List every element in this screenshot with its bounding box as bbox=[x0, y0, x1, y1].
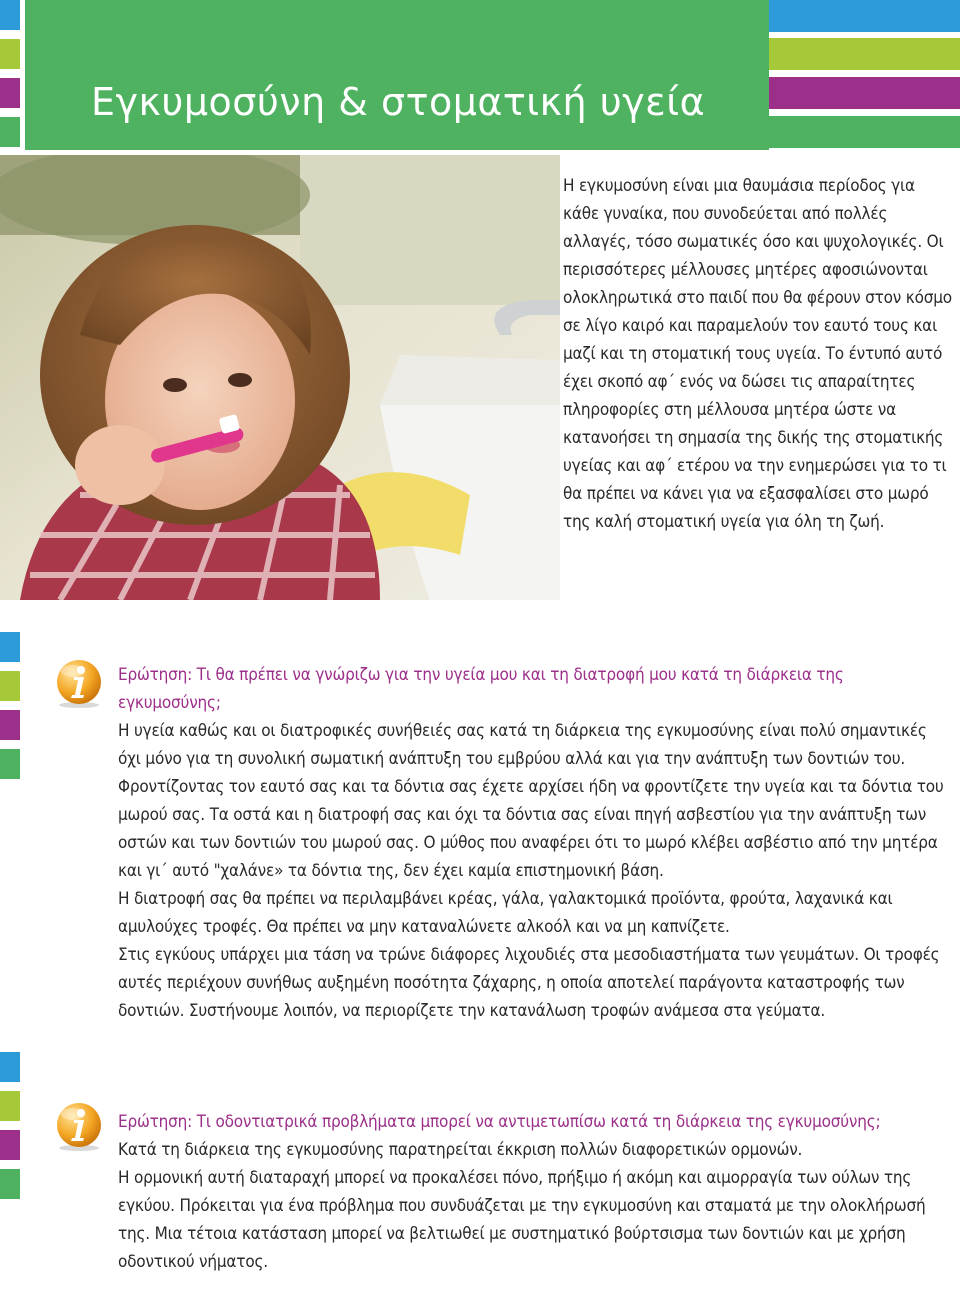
answer-paragraph: Η υγεία καθώς και οι διατροφικές συνήθειές σας κατά τη διάρκεια της εγκυμοσύνης είναι πολύ σημαντικές όχι μόνο για τη συνολική σωματική ανάπτυξη του εμβρύου αλλά και για την ανάπτυξη των δοντιών του. Φροντίζοντας τον εαυτό σας και τα δόντια σας έχετε αρχίσει ήδη να φροντίζετε την υγεία και τα δόντια του μωρού σας. Τα οστά και η διατροφή σας και όχι τα δόντια σας είναι πηγή ασβεστίου για την ανάπτυξη των οστών και των δοντιών του μωρού σας. Ο μύθος που αναφέρει ότι το μωρό κλέβει ασβέστιο από την μητέρα και γι΄ αυτό "χαλάνε» τα δόντια της, δεν έχει καμία επιστημονική βάση. bbox=[118, 721, 944, 881]
info-icon bbox=[53, 1100, 105, 1152]
stripe bbox=[768, 38, 960, 70]
answer-paragraph: Η ορμονική αυτή διαταραχή μπορεί να προκαλέσει πόνο, πρήξιμο ή ακόμη και αιμορραγία των ούλων της εγκύου. Πρόκειται για ένα πρόβλημα που συνδυάζεται με την εγκυμοσύνη και σταματά με την ολοκλήρωσή της. Μια τέτοια κατάσταση μπορεί να βελτιωθεί με συστηματικό βούρτσισμα των δοντιών και με χρήση οδοντικού νήματος. bbox=[118, 1168, 926, 1272]
stripe bbox=[0, 39, 20, 69]
answer-paragraph: Η διατροφή σας θα πρέπει να περιλαμβάνει κρέας, γάλα, γαλακτομικά προϊόντα, φρούτα, λαχανικά και αμυλούχες τροφές. Θα πρέπει να μην καταναλώνετε αλκοόλ και να μη καπνίζετε. bbox=[118, 889, 893, 937]
stripe bbox=[0, 749, 20, 779]
stripe bbox=[768, 116, 960, 148]
stripe bbox=[0, 1169, 20, 1199]
answer-paragraph: Στις εγκύους υπάρχει μια τάση να τρώνε διάφορες λιχουδιές στα μεσοδιαστήματα των γευμάτων. Οι τροφές αυτές περιέχουν συνήθως αυξημένη ποσότητα ζάχαρης, η οποία αποτελεί παράγοντα καταστροφής των δοντιών. Συστήνουμε λοιπόν, να περιορίζετε την κατανάλωση τροφών ανάμεσα στα γεύματα. bbox=[118, 945, 940, 1021]
info-icon bbox=[53, 657, 105, 709]
stripe bbox=[768, 77, 960, 109]
page-title: Εγκυμοσύνη & στοματική υγεία bbox=[91, 80, 706, 124]
title-banner bbox=[25, 0, 769, 150]
stripe bbox=[0, 1130, 20, 1160]
question-text: Ερώτηση: Τι οδοντιατρικά προβλήματα μπορεί να αντιμετωπίσω κατά τη διάρκεια της εγκυμοσύνης; bbox=[118, 1112, 881, 1132]
answer-paragraph: Κατά τη διάρκεια της εγκυμοσύνης παρατηρείται έκκριση πολλών διαφορετικών ορμονών. bbox=[118, 1140, 803, 1160]
question-text: Ερώτηση: Τι θα πρέπει να γνώριζω για την υγεία μου και τη διατροφή μου κατά τη διάρκεια της εγκυμοσύνης; bbox=[118, 665, 844, 713]
stripe bbox=[0, 671, 20, 701]
stripe bbox=[0, 632, 20, 662]
stripe bbox=[0, 78, 20, 108]
qa-section-diet bbox=[118, 661, 948, 1025]
intro-text bbox=[563, 172, 955, 536]
stripe bbox=[0, 710, 20, 740]
stripe bbox=[0, 1052, 20, 1082]
photo-illustration bbox=[0, 155, 560, 600]
stripe bbox=[0, 1091, 20, 1121]
stripe bbox=[768, 0, 960, 32]
qa-section-dental-problems bbox=[118, 1108, 948, 1276]
stripe bbox=[0, 0, 20, 30]
intro-paragraph: Η εγκυμοσύνη είναι μια θαυμάσια περίοδος για κάθε γυναίκα, που συνοδεύεται από πολλές αλλαγές, τόσο σωματικές όσο και ψυχολογικές. Οι περισσότερες μέλλουσες μητέρες αφοσιώνονται ολοκληρωτικά στο παιδί που θα φέρουν στον κόσμο σε λίγο καιρό και παραμελούν τον εαυτό τους και μαζί και τη στοματική τους υγεία. Το έντυπό αυτό έχει σκοπό αφ΄ ενός να δώσει τις απαραίτητες πληροφορίες στη μέλλουσα μητέρα ώστε να κατανοήσει τη σημασία της δικής της στοματικής υγείας και αφ΄ ετέρου να την ενημερώσει για το τι θα πρέπει να κάνει για να εξασφαλίσει στο μωρό της καλή στοματική υγεία για όλη τη ζωή. bbox=[563, 176, 952, 532]
stripe bbox=[0, 117, 20, 147]
child-brushing-teeth-photo bbox=[0, 155, 560, 600]
